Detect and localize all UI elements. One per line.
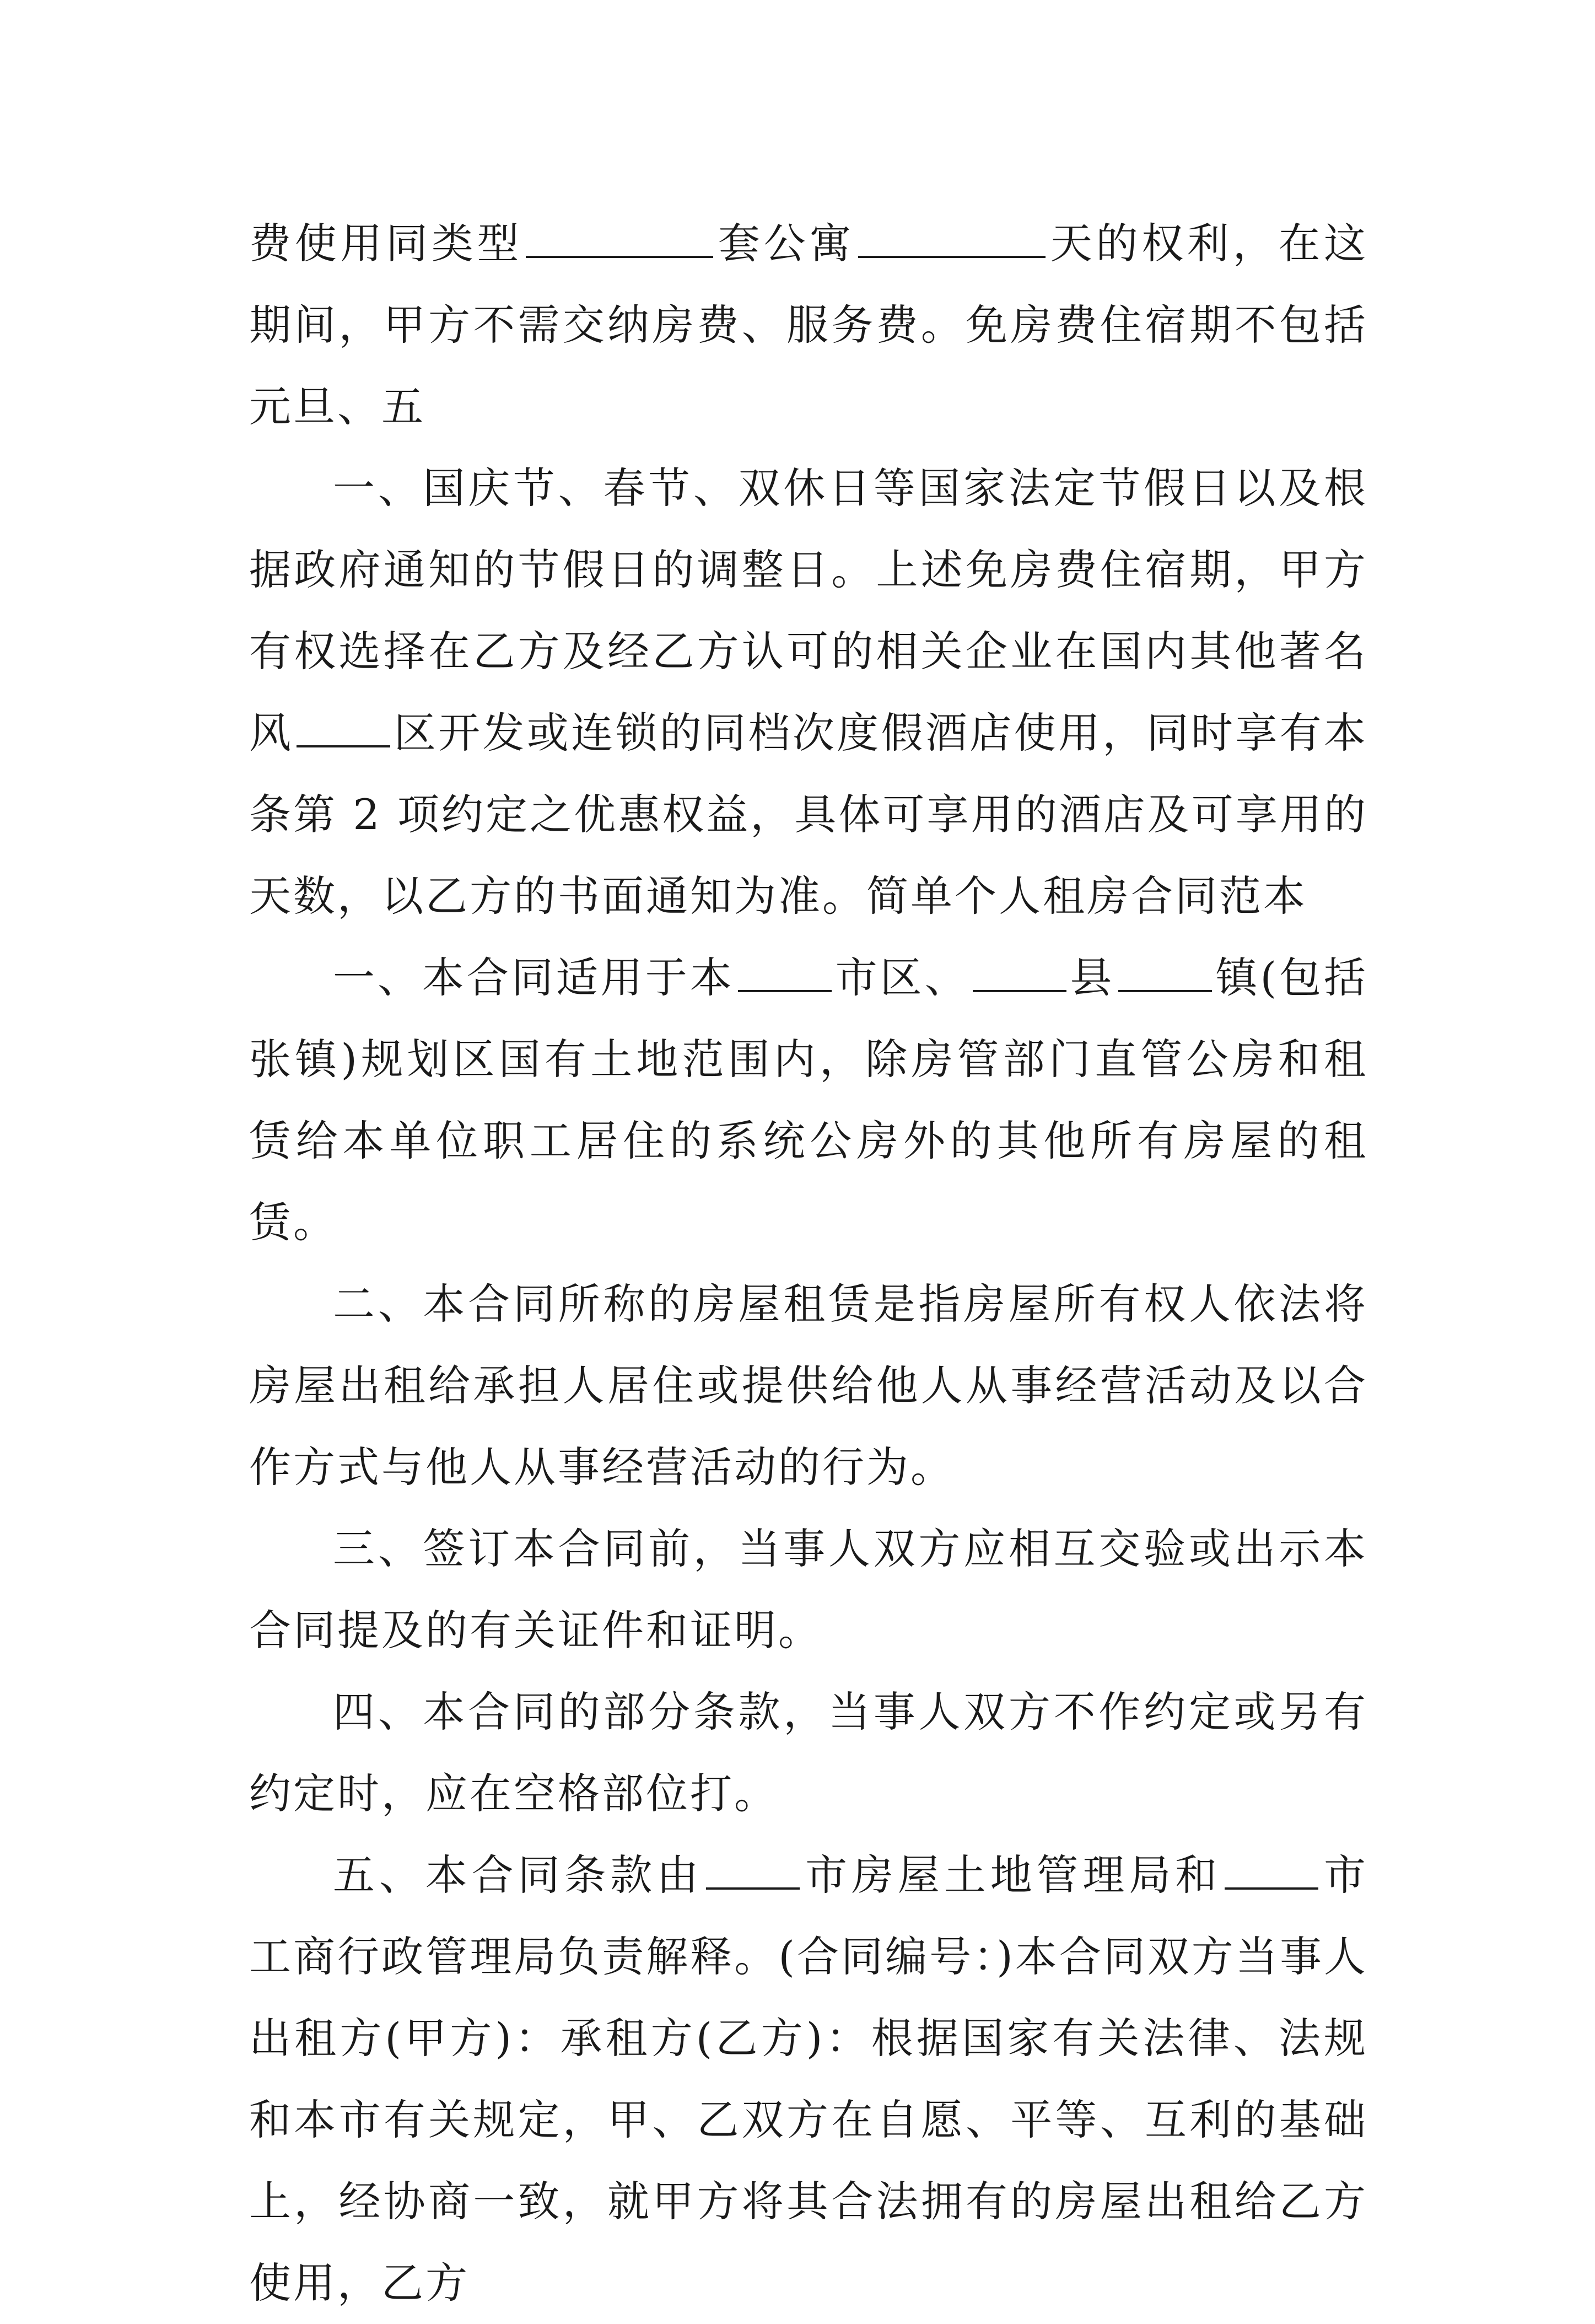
blank-field [297,706,390,747]
blank-field [738,950,832,992]
text-segment: 镇(包括张镇)规划区国有土地范围内，除房管部门直管公房和租赁给本单位职工居住的系统公房外的其他所有房屋的租赁。 [249,953,1368,1247]
text-segment: 一、本合同适用于本 [333,953,735,1002]
blank-field [1118,950,1212,992]
text-segment: 县 [1069,953,1115,1002]
blank-field [858,216,1046,258]
blank-field [526,216,713,258]
text-segment: 费使用同类型 [249,219,523,268]
text-segment: 区开发或连锁的同档次度假酒店使用，同时享有本条第 2 项约定之优惠权益，具体可享用的酒店及可享用的天数，以乙方的书面通知为准。简单个人租房合同范本 [249,708,1368,921]
paragraph-interpretation [249,1835,1368,2324]
blank-field [973,950,1066,992]
text-segment: 一、国庆节、春节、双休日等国家法定节假日以及根据政府通知的节假日的调整日。上述免房费住宿期，甲方有权选择在乙方及经乙方认可的相关企业在国内其他著名风 [249,464,1368,757]
blank-field [706,1848,800,1890]
paragraph-holidays [249,448,1368,937]
document-page [249,203,1368,2324]
paragraph-scope [249,937,1368,1263]
paragraph-verification: 三、签订本合同前，当事人双方应相互交验或出示本合同提及的有关证件和证明。 [249,1524,1368,1655]
text-segment: 五、本合同条款由 [333,1850,703,1900]
paragraph-definition: 二、本合同所称的房屋租赁是指房屋所有权人依法将房屋出租给承担人居住或提供给他人从事经营活动及以合作方式与他人从事经营活动的行为。 [249,1279,1368,1492]
text-segment: 天的权利，在这期间，甲方不需交纳房费、服务费。免房费住宿期不包括元旦、五 [249,219,1368,431]
text-segment: 市区、 [834,953,969,1002]
text-segment: 市房屋土地管理局和 [803,1850,1222,1900]
paragraph-blanks: 四、本合同的部分条款，当事人双方不作约定或另有约定时，应在空格部位打。 [249,1687,1368,1818]
text-segment: 套公寓 [716,219,855,268]
blank-field [1225,1848,1318,1890]
paragraph-continuation [249,203,1368,448]
text-segment: 市工商行政管理局负责解释。(合同编号：)本合同双方当事人出租方(甲方)：承租方(乙方)：根据国家有关法律、法规和本市有关规定，甲、乙双方在自愿、平等、互利的基础上，经协商一致，就甲方将其合法拥有的房屋出租给乙方使用，乙方 [249,1850,1368,2307]
